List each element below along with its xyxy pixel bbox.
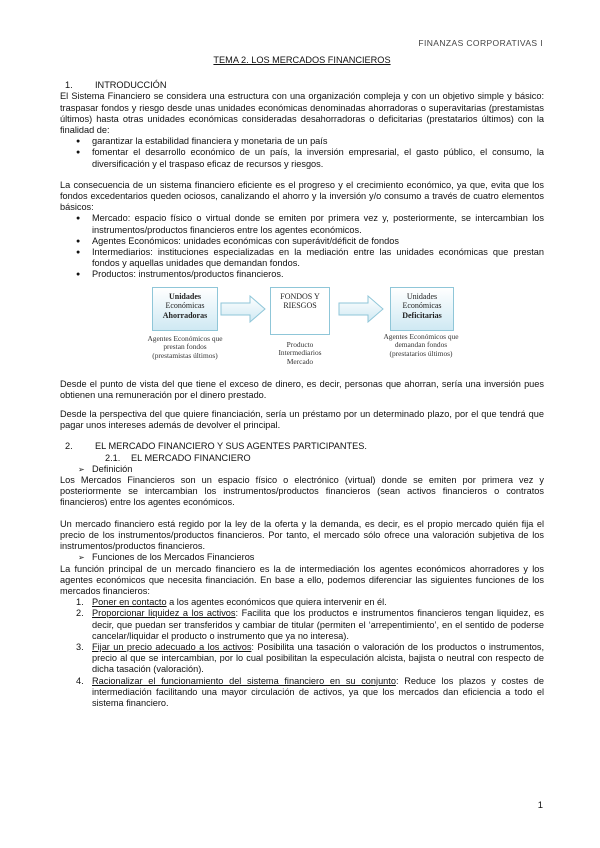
list-item: 1. Poner en contacto a los agentes económicos que quiera intervenir en él. — [76, 597, 387, 608]
page-title: TEMA 2. LOS MERCADOS FINANCIEROS — [213, 55, 391, 65]
header-course: FINANZAS CORPORATIVAS I — [418, 38, 543, 48]
subsection-number: 2.1. — [105, 452, 121, 463]
paragraph: El Sistema Financiero se considera una estructura con una organización compleja y con un objetivo simple y básico: traspasar fondos y riesgo desde unas unidades económicas denominadas ahorradoras o superavitarias (prestamistas últimos) hasta otras unidades económicas consideradas desahorradoras o deficitarias (prestatarios últimos) con la finalidad de: — [60, 91, 544, 136]
paragraph: Desde la perspectiva del que quiere financiación, sería un préstamo por un determinado plazo, por el que tendrá que pagar unos intereses además de devolver el principal. — [60, 409, 544, 431]
page-body — [60, 55, 544, 709]
arrow-right-icon — [220, 295, 266, 323]
paragraph: Desde el punto de vista del que tiene el exceso de dinero, es decir, personas que ahorran, sería una inversión pues obtienen una remuneración por el dinero prestado. — [60, 378, 544, 400]
paragraph: La consecuencia de un sistema financiero eficiente es el progreso y el crecimiento económico, ya que, evita que los fondos excedentarios queden ociosos, canalizando el ahorro y la inversión y/o consumo a través de cuatro elementos básicos: — [60, 179, 544, 213]
list-item: 4. Racionalizar el funcionamiento del sistema financiero en su conjunto: Reduce los plazos y costes de intermediación facilitando una mayor circulación de activos, ya que los mercados dan eficiencia a todo el sistema financiero. — [76, 675, 544, 708]
bullet-item: ● fomentar el desarrollo económico de un país, la inversión empresarial, el gasto público, el consumo, la diversificación y el traspaso eficaz de recursos y riesgos. — [76, 147, 544, 169]
funds-risks-box: FONDOS Y RIESGOS — [270, 287, 330, 335]
bullet-item: ● Intermediarios: instituciones especializadas en la mediación entre las unidades económicas que prestan fondos y aquellas unidades que demandan fondos. — [76, 247, 544, 269]
paragraph: La función principal de un mercado financiero es la de intermediación los agentes económicos ahorradores y los agentes económicos que necesita financiación. En base a ello, podemos diferenciar las siguientes funciones de los mercados financieros: — [60, 563, 544, 596]
section-number: 2. — [65, 441, 73, 452]
subsection-title: EL MERCADO FINANCIERO — [131, 452, 251, 463]
arrowhead-bullet-icon: ➢ — [78, 553, 85, 563]
bullet-item: ● garantizar la estabilidad financiera y monetaria de un país — [76, 136, 544, 147]
list-item: 3. Fijar un precio adecuado a los activos: Posibilita una tasación o valoración de los productos o instrumentos, precio al que se intercambian, por lo cual posibilitan la especulación alcista, bajista o neutral con respecto de dicha tasación (valoración). — [76, 641, 545, 675]
savers-box: Unidades Económicas Ahorradoras — [152, 287, 218, 331]
paragraph: Los Mercados Financieros son un espacio físico o electrónico (virtual) donde se emiten por primera vez y posteriormente se intercambian los instrumentos/productos financieros (sean activos financieros o contratos financieros) entre los agentes económicos. — [60, 475, 544, 508]
deficit-units-box: Unidades Económicas Deficitarias — [390, 287, 454, 331]
definition-heading: ➢ Definición — [78, 463, 133, 474]
list-item: 2. Proporcionar liquidez a los activos: Facilita que los productos e instrumentos financieros tengan liquidez, es decir, que puedan ser transferidos y cambiar de titular (permiten el ‘arrepentimiento’, en el sentido de poderse cancelar/liquidar el producto o instrumento que ya no interesa). — [76, 608, 544, 641]
flow-diagram — [60, 287, 544, 371]
borrowers-caption: Agentes Económicos que demandan fondos (prestatarios últimos) — [383, 331, 459, 358]
bullet-item: ● Agentes Económicos: unidades económicas con superávit/déficit de fondos — [76, 236, 544, 247]
subsection-heading — [60, 453, 544, 464]
bullet-list — [60, 136, 544, 170]
paragraph: Un mercado financiero está regido por la ley de la oferta y la demanda, es decir, es el propio mercado quién fija el precio de los instrumentos/productos financieros. Por tanto, el mercado sólo ofrece una valoración subjetiva de los instrumentos/productos financieros. — [60, 518, 544, 552]
section-1-heading — [60, 80, 544, 91]
functions-list — [60, 597, 544, 709]
section-2-heading — [60, 441, 544, 452]
section-title: INTRODUCCIÓN — [95, 80, 167, 91]
bullet-item: ● Mercado: espacio físico o virtual donde se emiten por primera vez y, posteriormente, se intercambian los instrumentos/productos financieros entre los agentes económicos. — [76, 213, 544, 235]
section-number: 1. — [65, 80, 73, 91]
savers-caption: Agentes Económicos que prestan fondos (prestamistas últimos) — [147, 333, 223, 360]
functions-heading: ➢ Funciones de los Mercados Financieros — [78, 552, 255, 563]
arrowhead-bullet-icon: ➢ — [78, 464, 85, 474]
intermediation-caption: Producto Intermediarios Mercado — [278, 339, 322, 366]
section-title: EL MERCADO FINANCIERO Y SUS AGENTES PARTICIPANTES. — [95, 441, 367, 452]
arrow-right-icon — [338, 295, 384, 323]
page-number: 1 — [537, 800, 543, 811]
bullet-list — [60, 213, 544, 280]
bullet-item: ● Productos: instrumentos/productos financieros. — [76, 269, 544, 280]
